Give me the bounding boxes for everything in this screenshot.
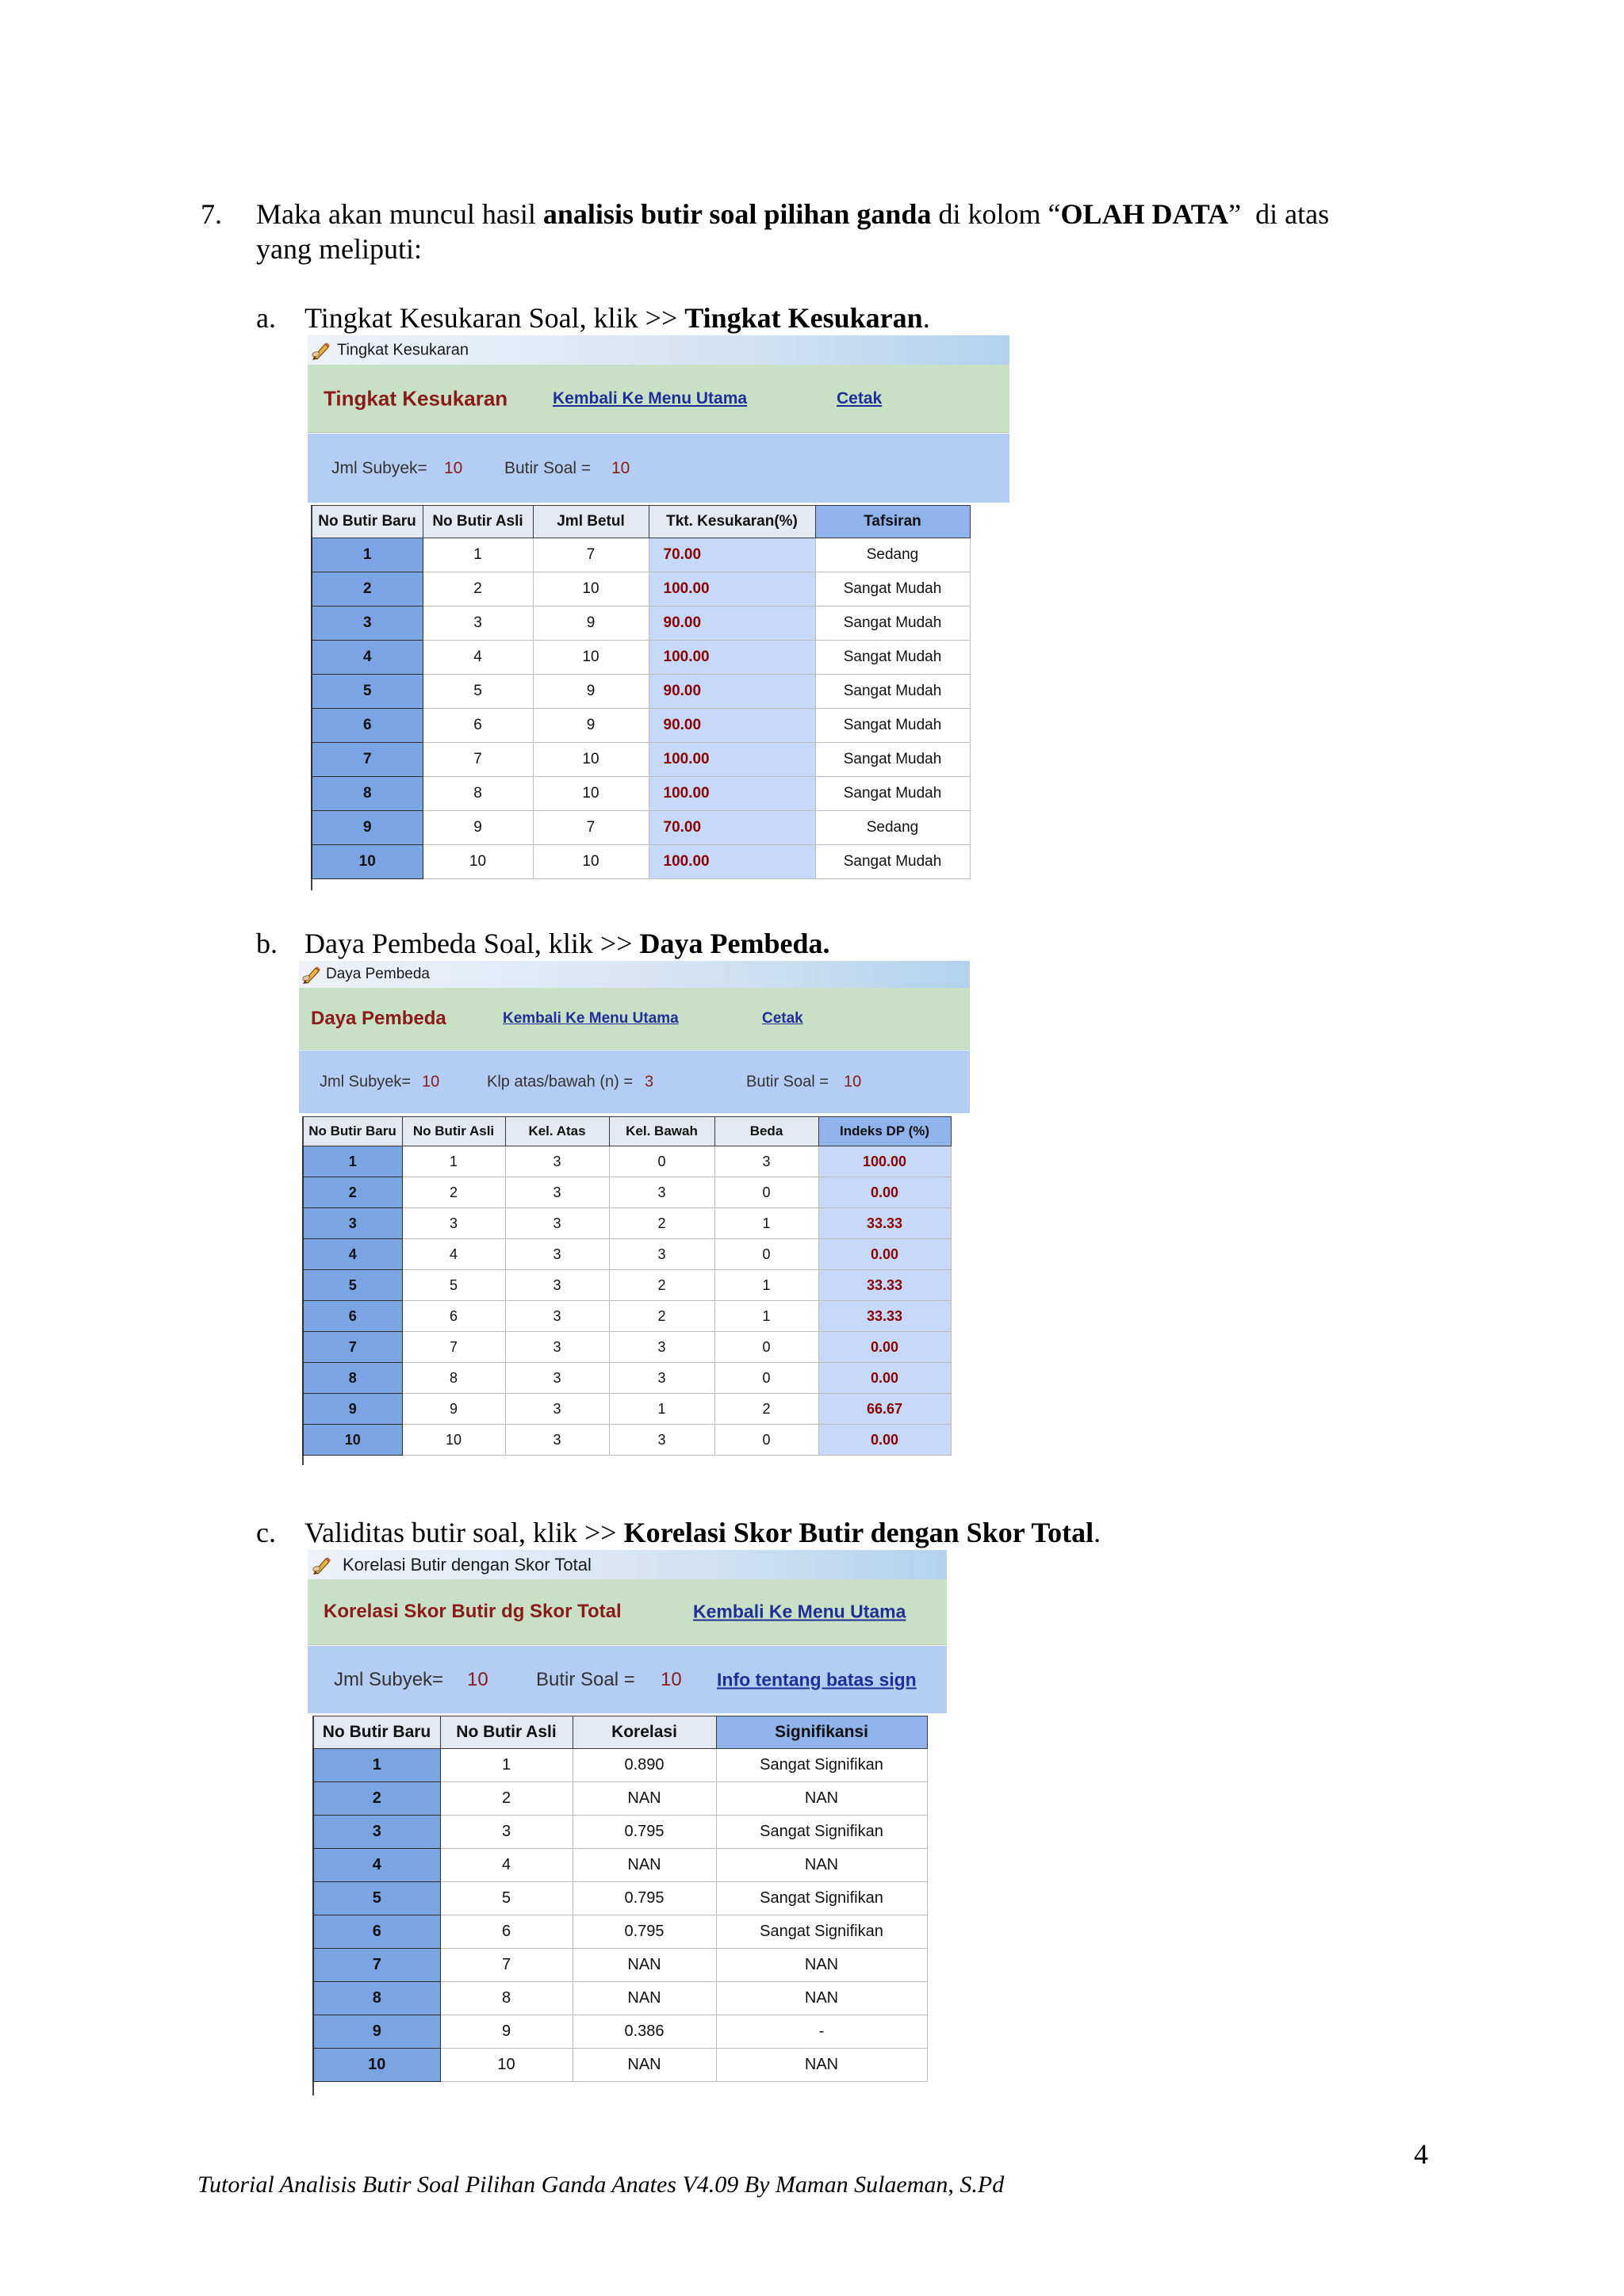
cell-indeks-dp: 66.67 xyxy=(818,1394,951,1425)
cell-signifikansi: Sangat Signifikan xyxy=(716,1816,927,1849)
cell-no-butir-asli: 6 xyxy=(402,1301,505,1332)
cell-no-butir-baru: 4 xyxy=(303,1239,402,1270)
subyek-value: 10 xyxy=(422,1073,440,1090)
table-row xyxy=(303,1177,951,1208)
cell-no-butir-baru: 1 xyxy=(312,538,423,572)
item-c-letter: c. xyxy=(256,1517,276,1548)
column-header-tafsiran: Tafsiran xyxy=(815,506,970,538)
info-batas-signifikansi-link[interactable]: Info tentang batas sign xyxy=(717,1669,917,1689)
subyek-label: Jml Subyek= xyxy=(320,1073,412,1090)
table-row xyxy=(313,1749,927,1782)
cell-no-butir-asli: 3 xyxy=(440,1816,573,1849)
table-row xyxy=(313,1915,927,1949)
back-to-menu-link[interactable]: Kembali Ke Menu Utama xyxy=(693,1601,906,1622)
back-to-menu-link[interactable]: Kembali Ke Menu Utama xyxy=(553,388,748,408)
info-bar xyxy=(308,434,1009,503)
cell-tafsiran: Sangat Mudah xyxy=(815,607,970,641)
cell-no-butir-asli: 8 xyxy=(423,777,533,811)
cell-korelasi: NAN xyxy=(573,1982,716,2015)
pencil-icon xyxy=(311,1554,333,1576)
item-b-bold: Daya Pembeda. xyxy=(639,928,830,959)
table-row xyxy=(312,845,970,879)
table-row xyxy=(303,1425,951,1456)
butir-soal-value: 10 xyxy=(611,458,630,477)
table-header-row xyxy=(312,506,970,538)
cell-tafsiran: Sedang xyxy=(815,538,970,572)
cell-no-butir-asli: 1 xyxy=(440,1749,573,1782)
cell-no-butir-asli: 6 xyxy=(440,1915,573,1949)
cell-indeks-dp: 0.00 xyxy=(818,1239,951,1270)
butir-soal-label: Butir Soal = xyxy=(504,458,592,477)
table-row xyxy=(312,675,970,709)
cell-jml-betul: 10 xyxy=(533,845,649,879)
cell-tafsiran: Sangat Mudah xyxy=(815,572,970,607)
cell-korelasi: 0.890 xyxy=(573,1749,716,1782)
cell-no-butir-baru: 3 xyxy=(313,1816,440,1849)
cell-no-butir-baru: 5 xyxy=(312,675,423,709)
cell-no-butir-baru: 3 xyxy=(303,1208,402,1239)
cell-beda: 0 xyxy=(714,1363,818,1394)
table-row xyxy=(303,1146,951,1177)
cell-no-butir-asli: 1 xyxy=(402,1146,505,1177)
cell-signifikansi: Sangat Signifikan xyxy=(716,1749,927,1782)
column-header-no-butir-asli: No Butir Asli xyxy=(423,506,533,538)
cell-tkt-kesukaran: 90.00 xyxy=(649,709,815,743)
cell-korelasi: 0.795 xyxy=(573,1882,716,1915)
cell-no-butir-baru: 9 xyxy=(312,811,423,845)
cell-indeks-dp: 0.00 xyxy=(818,1177,951,1208)
cell-kel-atas: 3 xyxy=(505,1332,609,1363)
cell-signifikansi: NAN xyxy=(716,1949,927,1982)
table-row xyxy=(303,1208,951,1239)
cell-kel-atas: 3 xyxy=(505,1394,609,1425)
pencil-icon xyxy=(310,339,332,362)
cell-no-butir-baru: 4 xyxy=(313,1849,440,1882)
window-title: Korelasi Butir dengan Skor Total xyxy=(343,1554,592,1575)
cell-no-butir-baru: 1 xyxy=(313,1749,440,1782)
cell-no-butir-baru: 8 xyxy=(313,1982,440,2015)
table-row xyxy=(312,811,970,845)
cell-no-butir-baru: 5 xyxy=(303,1270,402,1301)
cell-kel-atas: 3 xyxy=(505,1363,609,1394)
table-row xyxy=(312,777,970,811)
cell-beda: 0 xyxy=(714,1332,818,1363)
cell-signifikansi: NAN xyxy=(716,2049,927,2082)
cell-no-butir-asli: 5 xyxy=(402,1270,505,1301)
cell-no-butir-asli: 10 xyxy=(402,1425,505,1456)
cell-jml-betul: 9 xyxy=(533,607,649,641)
cell-korelasi: 0.386 xyxy=(573,2015,716,2049)
cell-no-butir-asli: 8 xyxy=(440,1982,573,2015)
item-7-text-3: ” di atas xyxy=(1228,198,1330,230)
cell-no-butir-baru: 10 xyxy=(303,1425,402,1456)
cell-kel-atas: 3 xyxy=(505,1425,609,1456)
cell-no-butir-baru: 3 xyxy=(312,607,423,641)
butir-soal-value: 10 xyxy=(661,1668,682,1690)
cell-korelasi: 0.795 xyxy=(573,1816,716,1849)
item-a-letter: a. xyxy=(256,302,276,334)
subyek-label: Jml Subyek= xyxy=(334,1668,444,1690)
cell-no-butir-asli: 2 xyxy=(423,572,533,607)
cell-tafsiran: Sangat Mudah xyxy=(815,743,970,777)
cell-no-butir-baru: 4 xyxy=(312,641,423,675)
cell-kel-atas: 3 xyxy=(505,1239,609,1270)
item-c-bold: Korelasi Skor Butir dengan Skor Total xyxy=(623,1517,1094,1548)
item-a-bold: Tingkat Kesukaran xyxy=(684,302,923,334)
cell-no-butir-asli: 9 xyxy=(440,2015,573,2049)
column-header-kel-bawah: Kel. Bawah xyxy=(609,1117,714,1146)
cell-jml-betul: 9 xyxy=(533,675,649,709)
column-header-indeks-dp: Indeks DP (%) xyxy=(818,1117,951,1146)
subyek-value: 10 xyxy=(467,1668,488,1690)
table-row xyxy=(313,1949,927,1982)
item-c-suffix: . xyxy=(1094,1517,1101,1548)
cell-signifikansi: NAN xyxy=(716,1782,927,1816)
cell-beda: 1 xyxy=(714,1208,818,1239)
cell-tafsiran: Sangat Mudah xyxy=(815,675,970,709)
cell-kel-bawah: 3 xyxy=(609,1425,714,1456)
daya-pembeda-window xyxy=(299,961,970,1465)
item-a-suffix: . xyxy=(922,302,930,334)
column-header-no-butir-asli: No Butir Asli xyxy=(440,1716,573,1749)
table-row xyxy=(303,1394,951,1425)
cell-jml-betul: 9 xyxy=(533,709,649,743)
column-header-no-butir-baru: No Butir Baru xyxy=(303,1117,402,1146)
cell-jml-betul: 10 xyxy=(533,777,649,811)
cell-no-butir-asli: 10 xyxy=(423,845,533,879)
table-row xyxy=(313,1849,927,1882)
cell-beda: 1 xyxy=(714,1270,818,1301)
cell-tafsiran: Sangat Mudah xyxy=(815,845,970,879)
item-c-plain: Validitas butir soal, klik >> xyxy=(304,1517,624,1548)
cell-korelasi: NAN xyxy=(573,1949,716,1982)
cell-signifikansi: NAN xyxy=(716,1982,927,2015)
item-c-text xyxy=(304,1515,1101,1550)
cell-no-butir-asli: 7 xyxy=(423,743,533,777)
klp-label: Klp atas/bawah (n) = xyxy=(487,1073,633,1090)
cell-tkt-kesukaran: 100.00 xyxy=(649,572,815,607)
cell-no-butir-asli: 10 xyxy=(440,2049,573,2082)
cell-kel-bawah: 1 xyxy=(609,1394,714,1425)
cell-jml-betul: 7 xyxy=(533,811,649,845)
table-row xyxy=(303,1332,951,1363)
cell-jml-betul: 10 xyxy=(533,641,649,675)
cell-signifikansi: - xyxy=(716,2015,927,2049)
cell-indeks-dp: 0.00 xyxy=(818,1363,951,1394)
cell-no-butir-asli: 7 xyxy=(402,1332,505,1363)
cell-jml-betul: 7 xyxy=(533,538,649,572)
cell-tafsiran: Sedang xyxy=(815,811,970,845)
cell-tafsiran: Sangat Mudah xyxy=(815,709,970,743)
cell-tkt-kesukaran: 100.00 xyxy=(649,777,815,811)
column-header-jml-betul: Jml Betul xyxy=(533,506,649,538)
cell-beda: 0 xyxy=(714,1239,818,1270)
cell-no-butir-baru: 8 xyxy=(303,1363,402,1394)
butir-soal-value: 10 xyxy=(844,1073,862,1090)
cell-kel-atas: 3 xyxy=(505,1208,609,1239)
cell-indeks-dp: 33.33 xyxy=(818,1208,951,1239)
cell-tkt-kesukaran: 100.00 xyxy=(649,845,815,879)
item-b-text xyxy=(304,926,830,961)
table-row xyxy=(312,641,970,675)
cell-beda: 0 xyxy=(714,1425,818,1456)
cell-tafsiran: Sangat Mudah xyxy=(815,777,970,811)
cell-no-butir-asli: 5 xyxy=(423,675,533,709)
cell-kel-bawah: 3 xyxy=(609,1332,714,1363)
cell-kel-bawah: 0 xyxy=(609,1146,714,1177)
cell-signifikansi: NAN xyxy=(716,1849,927,1882)
table-row xyxy=(312,607,970,641)
cell-kel-atas: 3 xyxy=(505,1301,609,1332)
cell-indeks-dp: 0.00 xyxy=(818,1425,951,1456)
item-7-bold-1: analisis butir soal pilihan ganda xyxy=(542,198,932,230)
klp-value: 3 xyxy=(645,1073,654,1090)
item-b-plain: Daya Pembeda Soal, klik >> xyxy=(304,928,640,959)
korelasi-table xyxy=(312,1716,928,2082)
table-row xyxy=(312,709,970,743)
cell-no-butir-asli: 1 xyxy=(423,538,533,572)
cell-no-butir-baru: 10 xyxy=(313,2049,440,2082)
cell-no-butir-asli: 4 xyxy=(402,1239,505,1270)
cell-no-butir-baru: 6 xyxy=(313,1915,440,1949)
item-b-letter: b. xyxy=(256,928,278,959)
page-title: Daya Pembeda xyxy=(311,1007,446,1029)
back-to-menu-link[interactable]: Kembali Ke Menu Utama xyxy=(503,1009,679,1027)
tingkat-kesukaran-table xyxy=(311,505,971,879)
cell-no-butir-baru: 2 xyxy=(312,572,423,607)
daya-pembeda-table xyxy=(302,1116,952,1456)
cell-jml-betul: 10 xyxy=(533,572,649,607)
window-title: Daya Pembeda xyxy=(326,966,430,982)
cell-no-butir-baru: 1 xyxy=(303,1146,402,1177)
cell-kel-bawah: 2 xyxy=(609,1301,714,1332)
cell-kel-bawah: 3 xyxy=(609,1177,714,1208)
cell-korelasi: NAN xyxy=(573,1782,716,1816)
info-bar xyxy=(308,1646,947,1713)
table-header-row xyxy=(303,1117,951,1146)
cell-kel-bawah: 2 xyxy=(609,1208,714,1239)
cell-jml-betul: 10 xyxy=(533,743,649,777)
window-title: Tingkat Kesukaran xyxy=(337,341,469,358)
cell-beda: 0 xyxy=(714,1177,818,1208)
subyek-label: Jml Subyek= xyxy=(331,458,427,477)
table-row xyxy=(303,1363,951,1394)
window-title-bar[interactable] xyxy=(308,335,1009,365)
item-a-text xyxy=(304,300,930,335)
cell-no-butir-baru: 10 xyxy=(312,845,423,879)
cell-kel-atas: 3 xyxy=(505,1270,609,1301)
header-bar xyxy=(299,988,970,1050)
column-header-kel-atas: Kel. Atas xyxy=(505,1117,609,1146)
print-link[interactable]: Cetak xyxy=(837,388,883,408)
cell-no-butir-baru: 9 xyxy=(313,2015,440,2049)
cell-no-butir-baru: 6 xyxy=(312,709,423,743)
column-header-no-butir-asli: No Butir Asli xyxy=(402,1117,505,1146)
table-row xyxy=(313,1882,927,1915)
cell-kel-bawah: 3 xyxy=(609,1363,714,1394)
cell-indeks-dp: 33.33 xyxy=(818,1301,951,1332)
cell-tkt-kesukaran: 90.00 xyxy=(649,675,815,709)
subyek-value: 10 xyxy=(444,458,463,477)
table-row xyxy=(312,743,970,777)
table-row xyxy=(312,538,970,572)
cell-no-butir-asli: 9 xyxy=(423,811,533,845)
page-title: Tingkat Kesukaran xyxy=(324,386,508,410)
cell-beda: 2 xyxy=(714,1394,818,1425)
info-bar xyxy=(299,1050,970,1113)
cell-tkt-kesukaran: 70.00 xyxy=(649,811,815,845)
header-bar xyxy=(308,1579,947,1645)
page-number: 4 xyxy=(1414,2138,1428,2170)
cell-tafsiran: Sangat Mudah xyxy=(815,641,970,675)
footer-text: Tutorial Analisis Butir Soal Pilihan Ganda Anates V4.09 By Maman Sulaeman, S.Pd xyxy=(197,2172,1005,2198)
item-7-text-1: Maka akan muncul hasil xyxy=(256,198,543,230)
cell-no-butir-baru: 6 xyxy=(303,1301,402,1332)
column-header-signifikansi: Signifikansi xyxy=(716,1716,927,1749)
item-7-number: 7. xyxy=(201,198,222,230)
butir-soal-label: Butir Soal = xyxy=(536,1668,635,1690)
column-header-no-butir-baru: No Butir Baru xyxy=(313,1716,440,1749)
cell-kel-atas: 3 xyxy=(505,1177,609,1208)
header-bar xyxy=(308,365,1009,433)
cell-no-butir-asli: 2 xyxy=(402,1177,505,1208)
window-title-bar[interactable] xyxy=(299,961,970,988)
cell-no-butir-baru: 5 xyxy=(313,1882,440,1915)
cell-signifikansi: Sangat Signifikan xyxy=(716,1882,927,1915)
table-row xyxy=(313,2049,927,2082)
cell-no-butir-baru: 2 xyxy=(313,1782,440,1816)
cell-no-butir-baru: 7 xyxy=(313,1949,440,1982)
cell-no-butir-asli: 9 xyxy=(402,1394,505,1425)
page-title: Korelasi Skor Butir dg Skor Total xyxy=(324,1601,622,1622)
cell-tkt-kesukaran: 100.00 xyxy=(649,641,815,675)
cell-tkt-kesukaran: 70.00 xyxy=(649,538,815,572)
cell-no-butir-asli: 2 xyxy=(440,1782,573,1816)
cell-no-butir-asli: 3 xyxy=(402,1208,505,1239)
cell-kel-bawah: 3 xyxy=(609,1239,714,1270)
column-header-tkt-kesukaran: Tkt. Kesukaran(%) xyxy=(649,506,815,538)
item-7-line-1 xyxy=(256,197,1329,232)
table-row xyxy=(303,1270,951,1301)
column-header-beda: Beda xyxy=(714,1117,818,1146)
print-link[interactable]: Cetak xyxy=(762,1009,803,1027)
cell-korelasi: 0.795 xyxy=(573,1915,716,1949)
cell-korelasi: NAN xyxy=(573,2049,716,2082)
cell-no-butir-asli: 4 xyxy=(423,641,533,675)
table-row xyxy=(313,1816,927,1849)
pencil-icon xyxy=(301,963,323,985)
cell-no-butir-baru: 8 xyxy=(312,777,423,811)
table-row xyxy=(303,1239,951,1270)
butir-soal-label: Butir Soal = xyxy=(746,1073,829,1090)
item-a-plain: Tingkat Kesukaran Soal, klik >> xyxy=(304,302,685,334)
cell-beda: 1 xyxy=(714,1301,818,1332)
cell-indeks-dp: 33.33 xyxy=(818,1270,951,1301)
tingkat-kesukaran-window xyxy=(308,335,1009,890)
item-7-line-2: yang meliputi: xyxy=(256,233,422,265)
cell-indeks-dp: 0.00 xyxy=(818,1332,951,1363)
cell-no-butir-baru: 9 xyxy=(303,1394,402,1425)
cell-beda: 3 xyxy=(714,1146,818,1177)
column-header-no-butir-baru: No Butir Baru xyxy=(312,506,423,538)
cell-tkt-kesukaran: 100.00 xyxy=(649,743,815,777)
table-row xyxy=(303,1301,951,1332)
cell-no-butir-asli: 7 xyxy=(440,1949,573,1982)
cell-tkt-kesukaran: 90.00 xyxy=(649,607,815,641)
item-7-text-2: di kolom “ xyxy=(931,198,1061,230)
window-title-bar[interactable] xyxy=(308,1550,947,1579)
cell-no-butir-baru: 7 xyxy=(303,1332,402,1363)
cell-no-butir-asli: 8 xyxy=(402,1363,505,1394)
cell-no-butir-baru: 2 xyxy=(303,1177,402,1208)
table-row xyxy=(313,1982,927,2015)
cell-indeks-dp: 100.00 xyxy=(818,1146,951,1177)
cell-kel-bawah: 2 xyxy=(609,1270,714,1301)
cell-no-butir-asli: 3 xyxy=(423,607,533,641)
table-row xyxy=(312,572,970,607)
cell-no-butir-asli: 5 xyxy=(440,1882,573,1915)
korelasi-window xyxy=(308,1550,947,2095)
cell-signifikansi: Sangat Signifikan xyxy=(716,1915,927,1949)
item-7-bold-2: OLAH DATA xyxy=(1060,198,1229,230)
column-header-korelasi: Korelasi xyxy=(573,1716,716,1749)
cell-korelasi: NAN xyxy=(573,1849,716,1882)
table-row xyxy=(313,1782,927,1816)
table-header-row xyxy=(313,1716,927,1749)
cell-no-butir-asli: 6 xyxy=(423,709,533,743)
cell-kel-atas: 3 xyxy=(505,1146,609,1177)
cell-no-butir-baru: 7 xyxy=(312,743,423,777)
cell-no-butir-asli: 4 xyxy=(440,1849,573,1882)
table-row xyxy=(313,2015,927,2049)
